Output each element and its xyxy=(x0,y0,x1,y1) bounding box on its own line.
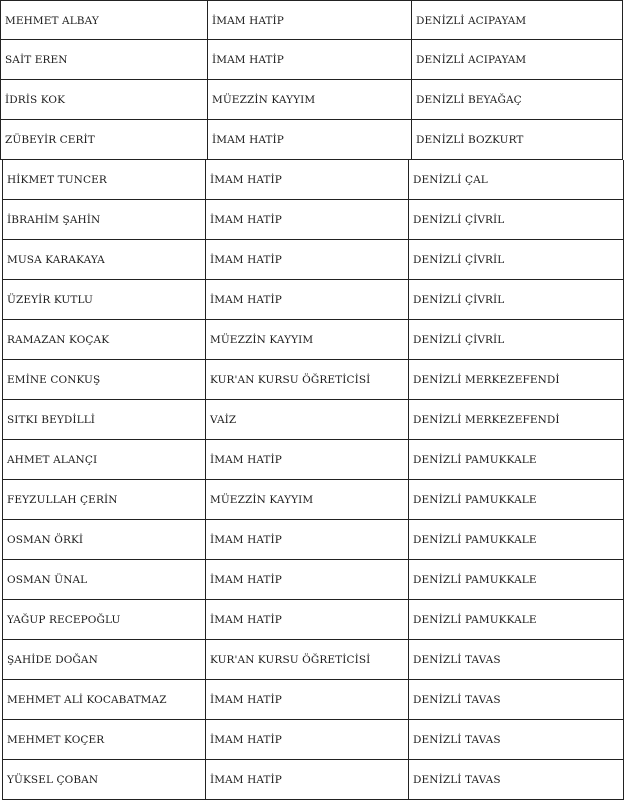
location-cell: DENİZLİ ÇİVRİL xyxy=(408,240,624,280)
table-row xyxy=(0,760,625,800)
title-cell: KUR'AN KURSU ÖĞRETİCİSİ xyxy=(205,640,408,680)
table-row xyxy=(0,440,625,480)
location-cell: DENİZLİ ACIPAYAM xyxy=(411,0,623,40)
table-row xyxy=(0,40,625,80)
table-row xyxy=(0,560,625,600)
title-cell: İMAM HATİP xyxy=(207,40,411,80)
location-cell: DENİZLİ ÇAL xyxy=(408,160,624,200)
name-cell: OSMAN ÖRKİ xyxy=(2,520,205,560)
location-cell: DENİZLİ TAVAS xyxy=(408,640,624,680)
title-cell: İMAM HATİP xyxy=(205,560,408,600)
name-cell: SITKI BEYDİLLİ xyxy=(2,400,205,440)
location-cell: DENİZLİ MERKEZEFENDİ xyxy=(408,400,624,440)
name-cell: OSMAN ÜNAL xyxy=(2,560,205,600)
name-cell: RAMAZAN KOÇAK xyxy=(2,320,205,360)
location-cell: DENİZLİ TAVAS xyxy=(408,720,624,760)
title-cell: İMAM HATİP xyxy=(207,0,411,40)
table-row xyxy=(0,280,625,320)
name-cell: İBRAHİM ŞAHİN xyxy=(2,200,205,240)
title-cell: İMAM HATİP xyxy=(207,120,411,160)
location-cell: DENİZLİ TAVAS xyxy=(408,760,624,800)
table-row xyxy=(0,80,625,120)
name-cell: ÜZEYİR KUTLU xyxy=(2,280,205,320)
title-cell: İMAM HATİP xyxy=(205,520,408,560)
table-row xyxy=(0,680,625,720)
title-cell: İMAM HATİP xyxy=(205,200,408,240)
location-cell: DENİZLİ ÇİVRİL xyxy=(408,320,624,360)
name-cell: MEHMET ALBAY xyxy=(0,0,207,40)
location-cell: DENİZLİ PAMUKKALE xyxy=(408,560,624,600)
name-cell: MEHMET KOÇER xyxy=(2,720,205,760)
name-cell: ZÜBEYİR CERİT xyxy=(0,120,207,160)
table-row xyxy=(0,600,625,640)
location-cell: DENİZLİ PAMUKKALE xyxy=(408,480,624,520)
title-cell: KUR'AN KURSU ÖĞRETİCİSİ xyxy=(205,360,408,400)
name-cell: YAĞUP RECEPOĞLU xyxy=(2,600,205,640)
title-cell: VAİZ xyxy=(205,400,408,440)
table-row xyxy=(0,400,625,440)
name-cell: MEHMET ALİ KOCABATMAZ xyxy=(2,680,205,720)
name-cell: YÜKSEL ÇOBAN xyxy=(2,760,205,800)
title-cell: İMAM HATİP xyxy=(205,280,408,320)
table-row xyxy=(0,240,625,280)
location-cell: DENİZLİ PAMUKKALE xyxy=(408,440,624,480)
title-cell: MÜEZZİN KAYYIM xyxy=(205,320,408,360)
location-cell: DENİZLİ PAMUKKALE xyxy=(408,600,624,640)
location-cell: DENİZLİ PAMUKKALE xyxy=(408,520,624,560)
location-cell: DENİZLİ BOZKURT xyxy=(411,120,623,160)
name-cell: HİKMET TUNCER xyxy=(2,160,205,200)
title-cell: MÜEZZİN KAYYIM xyxy=(207,80,411,120)
location-cell: DENİZLİ MERKEZEFENDİ xyxy=(408,360,624,400)
title-cell: İMAM HATİP xyxy=(205,720,408,760)
location-cell: DENİZLİ ÇİVRİL xyxy=(408,200,624,240)
table-row xyxy=(0,160,625,200)
table-row xyxy=(0,480,625,520)
name-cell: FEYZULLAH ÇERİN xyxy=(2,480,205,520)
table-row xyxy=(0,640,625,680)
name-cell: İDRİS KOK xyxy=(0,80,207,120)
title-cell: İMAM HATİP xyxy=(205,240,408,280)
location-cell: DENİZLİ BEYAĞAÇ xyxy=(411,80,623,120)
title-cell: İMAM HATİP xyxy=(205,680,408,720)
table-row xyxy=(0,0,625,40)
title-cell: MÜEZZİN KAYYIM xyxy=(205,480,408,520)
table-row xyxy=(0,360,625,400)
name-cell: MUSA KARAKAYA xyxy=(2,240,205,280)
name-cell: AHMET ALANÇI xyxy=(2,440,205,480)
title-cell: İMAM HATİP xyxy=(205,760,408,800)
location-cell: DENİZLİ TAVAS xyxy=(408,680,624,720)
location-cell: DENİZLİ ACIPAYAM xyxy=(411,40,623,80)
table-row xyxy=(0,520,625,560)
location-cell: DENİZLİ ÇİVRİL xyxy=(408,280,624,320)
name-cell: EMİNE CONKUŞ xyxy=(2,360,205,400)
title-cell: İMAM HATİP xyxy=(205,160,408,200)
name-cell: SAİT EREN xyxy=(0,40,207,80)
title-cell: İMAM HATİP xyxy=(205,600,408,640)
table-row xyxy=(0,320,625,360)
table-row xyxy=(0,720,625,760)
table-row xyxy=(0,120,625,160)
name-cell: ŞAHİDE DOĞAN xyxy=(2,640,205,680)
table-row xyxy=(0,200,625,240)
title-cell: İMAM HATİP xyxy=(205,440,408,480)
